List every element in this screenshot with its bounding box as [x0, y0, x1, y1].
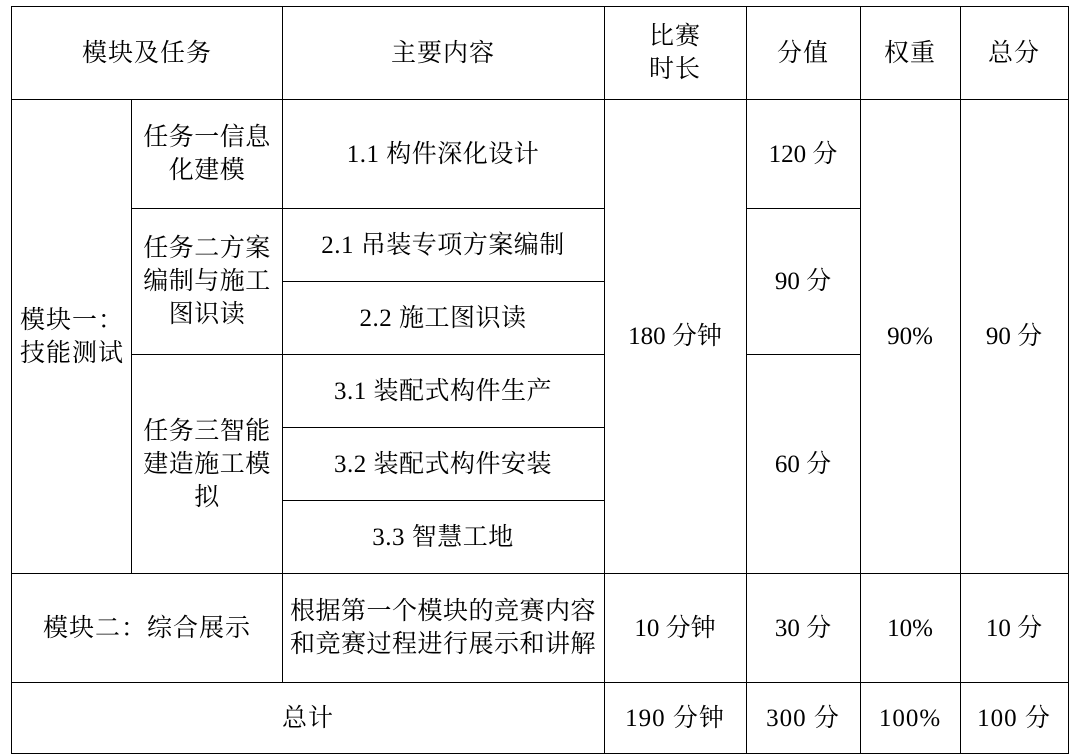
header-module-task: 模块及任务	[12, 7, 282, 100]
module2-content: 根据第一个模块的竞赛内容和竞赛过程进行展示和讲解	[282, 574, 604, 683]
module1-task1-name: 任务一信息化建模	[132, 100, 282, 209]
module1-task3-score: 60 分	[746, 355, 860, 574]
module2-duration: 10 分钟	[604, 574, 746, 683]
module1-task3-name: 任务三智能建造施工模拟	[132, 355, 282, 574]
table-row	[12, 100, 1068, 209]
module1-task2-score: 90 分	[746, 209, 860, 355]
summary-label: 总计	[12, 683, 604, 754]
module1-task3-item1: 3.1 装配式构件生产	[282, 355, 604, 428]
module1-task1-item1: 1.1 构件深化设计	[282, 100, 604, 209]
table-header-row	[12, 7, 1068, 100]
module2-weight: 10%	[860, 574, 960, 683]
header-main-content: 主要内容	[282, 7, 604, 100]
competition-score-table	[11, 6, 1068, 754]
table-row	[12, 574, 1068, 683]
module1-task2-name: 任务二方案编制与施工图识读	[132, 209, 282, 355]
module1-duration: 180 分钟	[604, 100, 746, 574]
summary-weight: 100%	[860, 683, 960, 754]
module1-task1-score: 120 分	[746, 100, 860, 209]
table-body	[12, 100, 1068, 754]
header-duration-line1: 比赛	[648, 23, 701, 50]
header-total: 总分	[960, 7, 1068, 100]
header-duration	[604, 7, 746, 100]
summary-total: 100 分	[960, 683, 1068, 754]
header-score-value: 分值	[746, 7, 860, 100]
summary-score: 300 分	[746, 683, 860, 754]
module1-task3-item2: 3.2 装配式构件安装	[282, 428, 604, 501]
summary-duration: 190 分钟	[604, 683, 746, 754]
table-row-summary	[12, 683, 1068, 754]
module1-task3-item3: 3.3 智慧工地	[282, 501, 604, 574]
header-weight: 权重	[860, 7, 960, 100]
module1-label: 模块一：技能测试	[12, 100, 132, 574]
module2-score: 30 分	[746, 574, 860, 683]
table-header	[12, 7, 1068, 100]
module1-task2-item2: 2.2 施工图识读	[282, 282, 604, 355]
module1-task2-item1: 2.1 吊装专项方案编制	[282, 209, 604, 282]
header-duration-line2: 时长	[648, 56, 701, 83]
module1-weight: 90%	[860, 100, 960, 574]
module2-label: 模块二：综合展示	[12, 574, 282, 683]
module2-total: 10 分	[960, 574, 1068, 683]
module1-total: 90 分	[960, 100, 1068, 574]
